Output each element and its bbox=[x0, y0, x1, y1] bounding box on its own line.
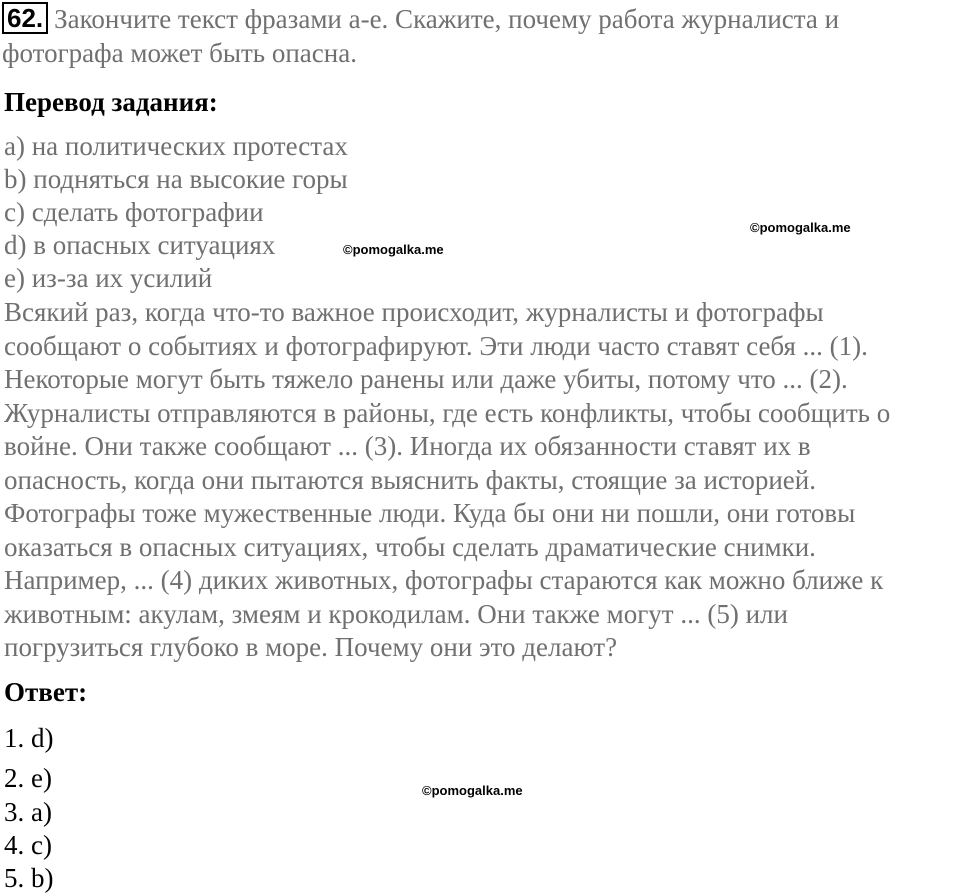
task-instruction-line-1: Закончите текст фразами a-e. Скажите, почему работа журналиста и bbox=[54, 4, 840, 34]
answer-item-3: 3. a) bbox=[4, 797, 52, 827]
passage-line: Журналисты отправляются в районы, где есть конфликты, чтобы сообщить о bbox=[4, 397, 891, 428]
option-b: b) подняться на высокие горы bbox=[4, 164, 348, 194]
answer-item-2: 2. e) bbox=[4, 763, 52, 793]
passage-line: войне. Они также сообщают ... (3). Иногда их обязанности ставят их в bbox=[4, 431, 811, 461]
passage-line: оказаться в опасных ситуациях, чтобы сделать драматические снимки. bbox=[4, 531, 816, 562]
watermark-text: ©pomogalka.me bbox=[343, 242, 444, 257]
passage-line: Некоторые могут быть тяжело ранены или даже убиты, потому что ... (2). bbox=[4, 364, 848, 394]
answer-item-1: 1. d) bbox=[4, 723, 54, 753]
task-instruction-line-2: фотографа может быть опасна. bbox=[2, 38, 357, 68]
translation-heading: Перевод задания: bbox=[4, 87, 218, 117]
answer-item-5: 5. b) bbox=[4, 863, 54, 893]
passage-line: животным: акулам, змеям и крокодилам. Они также могут ... (5) или bbox=[4, 598, 788, 629]
task-line-1 bbox=[2, 2, 952, 36]
answer-item-4: 4. c) bbox=[4, 830, 52, 860]
passage-line: опасность, когда они пытаются выяснить факты, стоящие за историей. bbox=[4, 464, 816, 495]
passage-text bbox=[4, 296, 960, 665]
passage-line: Например, ... (4) диких животных, фотографы стараются как можно ближе к bbox=[4, 565, 884, 595]
watermark-text: ©pomogalka.me bbox=[750, 220, 851, 235]
passage-line: Фотографы тоже мужественные люди. Куда бы они ни пошли, они готовы bbox=[4, 498, 856, 528]
option-c: c) сделать фотографии bbox=[4, 197, 264, 227]
watermark-text: ©pomogalka.me bbox=[422, 783, 523, 798]
options-list bbox=[4, 130, 348, 295]
passage-line: Всякий раз, когда что-то важное происходит, журналисты и фотографы bbox=[4, 297, 824, 327]
option-d: d) в опасных ситуациях bbox=[4, 230, 276, 260]
task-number-badge: 62. bbox=[2, 2, 48, 34]
passage-line: погрузиться глубоко в море. Почему они это делают? bbox=[4, 632, 618, 662]
option-e: e) из-за их усилий bbox=[4, 263, 213, 293]
task-header bbox=[2, 2, 952, 70]
answer-heading: Ответ: bbox=[4, 677, 88, 707]
option-a: a) на политических протестах bbox=[4, 131, 348, 161]
passage-line: сообщают о событиях и фотографируют. Эти люди часто ставят себя ... (1). bbox=[4, 330, 868, 361]
